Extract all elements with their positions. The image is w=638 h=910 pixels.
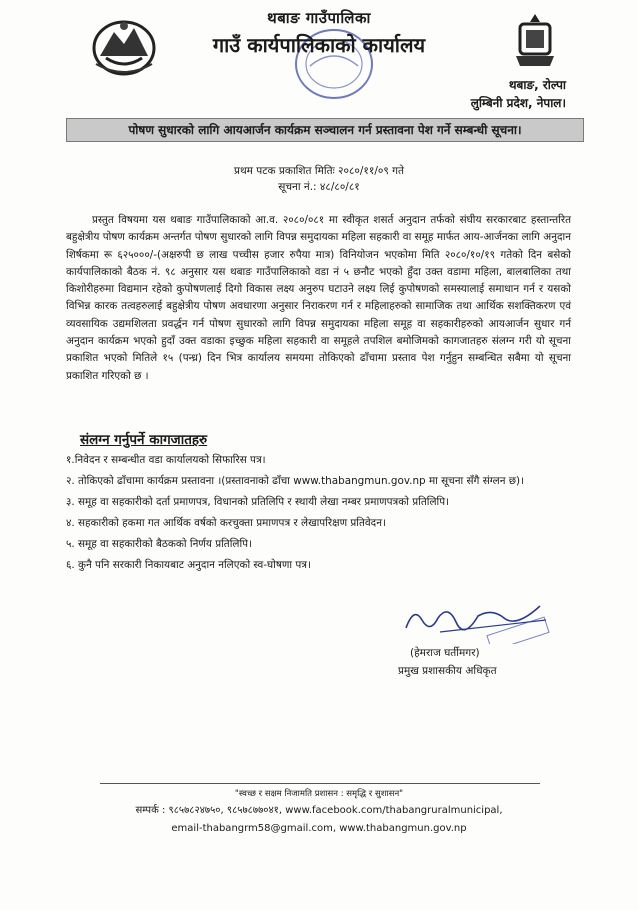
list-item: १.निवेदन र सम्बन्धीत वडा कार्यालयको सिफारिस पत्र। [66, 454, 266, 466]
publication-date: प्रथम पटक प्रकाशित मितिः २०८०/११/०९ गते [233, 165, 405, 177]
footer-motto: "स्वच्छ र सक्षम निजामति प्रशासन : समृद्धि र सुशासन" [234, 789, 404, 799]
address-line2: लुम्बिनी प्रदेश, नेपाल। [470, 96, 566, 110]
contact-line1: सम्पर्क : ९८५७८२४७५०, ९८५७८७७०४१, www.facebook.com/thabangruralmunicipal, [135, 805, 503, 816]
office-title: गाउँ कार्यपालिकाको कार्यालय [212, 33, 426, 57]
list-item: ४. सहकारीको हकमा गत आर्थिक वर्षको करचुक्ता प्रमाणपत्र र लेखापरिक्षण प्रतिवेदन। [66, 517, 386, 529]
footer-contact [0, 802, 638, 838]
list-item: २. तोकिएको ढाँचामा कार्यक्रम प्रस्तावना ।(प्रस्तावनाको ढाँचा www.thabangmun.gov.np मा सूचना सँगै संग्लन छ)। [66, 475, 525, 487]
list-item: ६. कुनै पनि सरकारी निकायबाट अनुदान नलिएको स्व-घोषणा पत्र। [66, 559, 311, 571]
footer-divider [100, 783, 540, 784]
documents-list [66, 452, 576, 578]
notice-subject: पोषण सुधारको लागि आयआर्जन कार्यक्रम सञ्चालन गर्न प्रस्तावना पेश गर्ने सम्बन्धी सूचना। [66, 118, 584, 142]
municipality-name: थबाङ गाउँपालिका [267, 9, 371, 27]
address-line1: थबाङ, रोल्पा [508, 78, 566, 92]
signatory-name: (हेमराज घर्तीमगर) [410, 647, 480, 659]
notice-number: सूचना नं.: ४८/८०/८१ [278, 181, 360, 193]
notice-body: प्रस्तुत विषयमा यस थबाङ गाउँपालिकाको आ.व. २०८०/०८१ मा स्वीकृत शसर्त अनुदान तर्फको संघीय सरकारबाट हस्तान्तरित बहुक्षेत्रीय पोषण कार्यक्रम अन्तर्गत पोषण सुधारको लागि विपन्न समुदायका महिला सहकारी वा समूह मार्फत आय-आर्जनका लागि अनुदान शिर्षकमा रू ६२५०००/-(अक्षरुपी छ लाख पच्चीस हजार रुपैया मात्र) विनियोजन भएकोमा मिति २०८०/१०/१९ गतेको दिन बसेको कार्यपालिकाको बैठक नं. ९८ अनुसार यस थबाङ गाउँपालिकाको वडा नं ५ छनौट भएको हुँदा उक्त वडामा महिला, बालबालिका तथा किशोरीहरुमा विद्यमान रहेको कुपोषणलाई दिगो विकास लक्ष्य अनुरुप घटाउने लक्ष्य लिई कुपोषणको समस्यालाई समाधान गर्न र यसको विभिन्न कारक तत्वहरुलाई बहुक्षेत्रीय पोषण अवधारणा अनुसार निराकरण गर्न र महिलाहरुको सामाजिक तथा आर्थिक सशक्तिकरण एवं व्यवसायिक उद्यमशिलता प्रवर्द्धन गर्न पोषण सुधारको लागि विपन्न समुदायका महिला समूह वा सहकारीहरुको आयआर्जन सुधार गर्न अनुदान कार्यक्रम भएको हुदाँ उक्त वडाका इच्छुक महिला सहकारी वा समूहले तपशिल बमोजिमको कागजातहरु संलग्न गरी यो सूचना प्रकाशित भएको मितिले १५ (पन्ध्र) दिन भित्र कार्यालय समयमा तोकिएको ढाँचामा प्रस्ताव पेश गर्नुहुन सम्बन्धित सबैमा यो सूचना प्रकाशित गरिएको छ । [66, 214, 571, 382]
list-item: ३. समूह वा सहकारीको दर्ता प्रमाणपत्र, विधानको प्रतिलिपि र स्थायी लेखा नम्बर प्रमाणपत्रको प्रतिलिपि। [66, 496, 450, 508]
signatory-title: प्रमुख प्रशासकीय अधिकृत [398, 665, 497, 677]
documents-heading: संलग्न गर्नुपर्ने कागजातहरु [80, 432, 208, 448]
list-item: ५. समूह वा सहकारीको बैठकको निर्णय प्रतिलिपि। [66, 538, 252, 550]
signature-icon [400, 598, 550, 644]
contact-line2: email-thabangrm58@gmail.com, www.thabangmun.gov.np [171, 823, 467, 834]
